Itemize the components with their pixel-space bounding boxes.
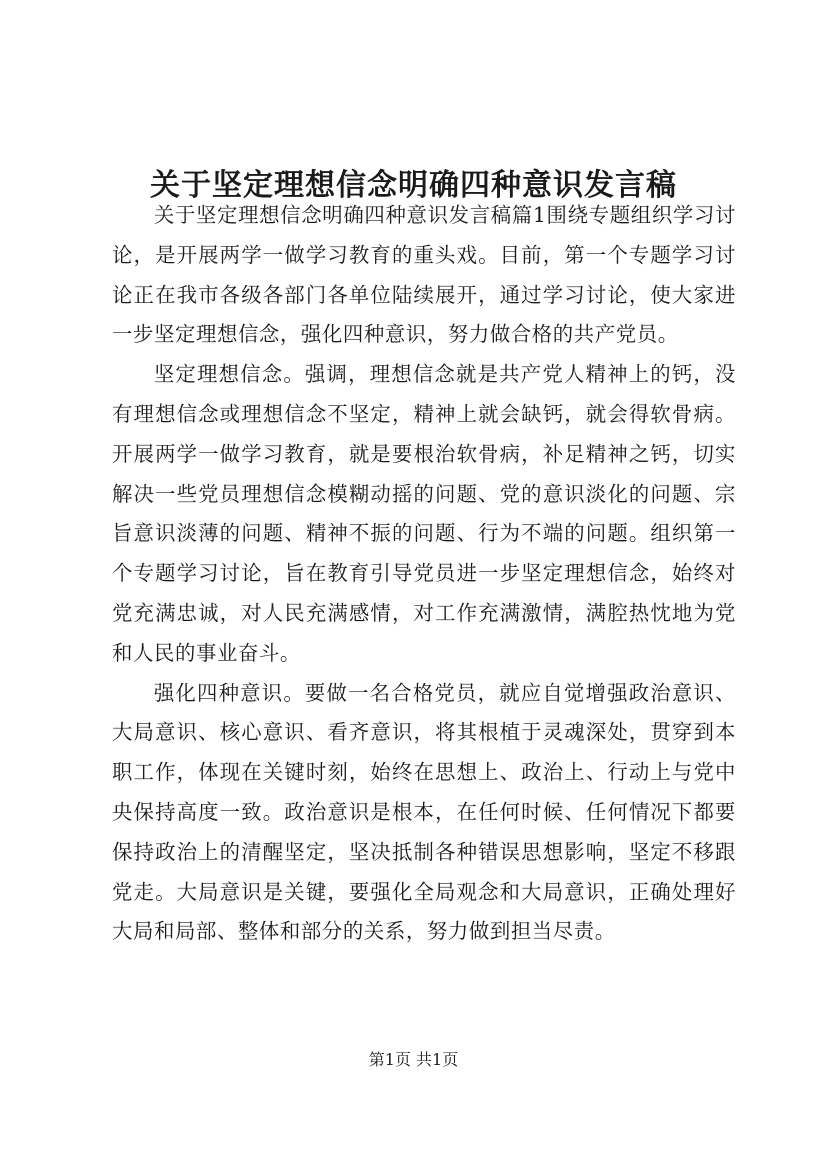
paragraph-ideals-beliefs: 坚定理想信念。强调，理想信念就是共产党人精神上的钙，没有理想信念或理想信念不坚定，精神上就会缺钙，就会得软骨病。开展两学一做学习教育，就是要根治软骨病，补足精神之钙，切实解决一些党员理想信念模糊动摇的问题、党的意识淡化的问题、宗旨意识淡薄的问题、精神不振的问题、行为不端的问题。组织第一个专题学习讨论，旨在教育引导党员进一步坚定理想信念，始终对党充满忠诚，对人民充满感情，对工作充满激情，满腔热忱地为党和人民的事业奋斗。 — [112, 362, 736, 665]
document-title: 关于坚定理想信念明确四种意识发言稿 — [150, 168, 677, 204]
page-number-footer: 第1页 共1页 — [368, 1050, 459, 1069]
document-body — [112, 196, 736, 952]
paragraph-four-consciousness: 强化四种意识。要做一名合格党员，就应自觉增强政治意识、大局意识、核心意识、看齐意识，将其根植于灵魂深处，贯穿到本职工作，体现在关键时刻，始终在思想上、政治上、行动上与党中央保持高度一致。政治意识是根本，在任何时候、任何情况下都要保持政治上的清醒坚定，坚决抵制各种错误思想影响，坚定不移跟党走。大局意识是关键，要强化全局观念和大局意识，正确处理好大局和局部、整体和部分的关系，努力做到担当尽责。 — [112, 680, 736, 944]
paragraph-intro: 关于坚定理想信念明确四种意识发言稿篇1围绕专题组织学习讨论，是开展两学一做学习教育的重头戏。目前，第一个专题学习讨论正在我市各级各部门各单位陆续展开，通过学习讨论，使大家进一步坚定理想信念，强化四种意识，努力做合格的共产党员。 — [112, 203, 736, 347]
